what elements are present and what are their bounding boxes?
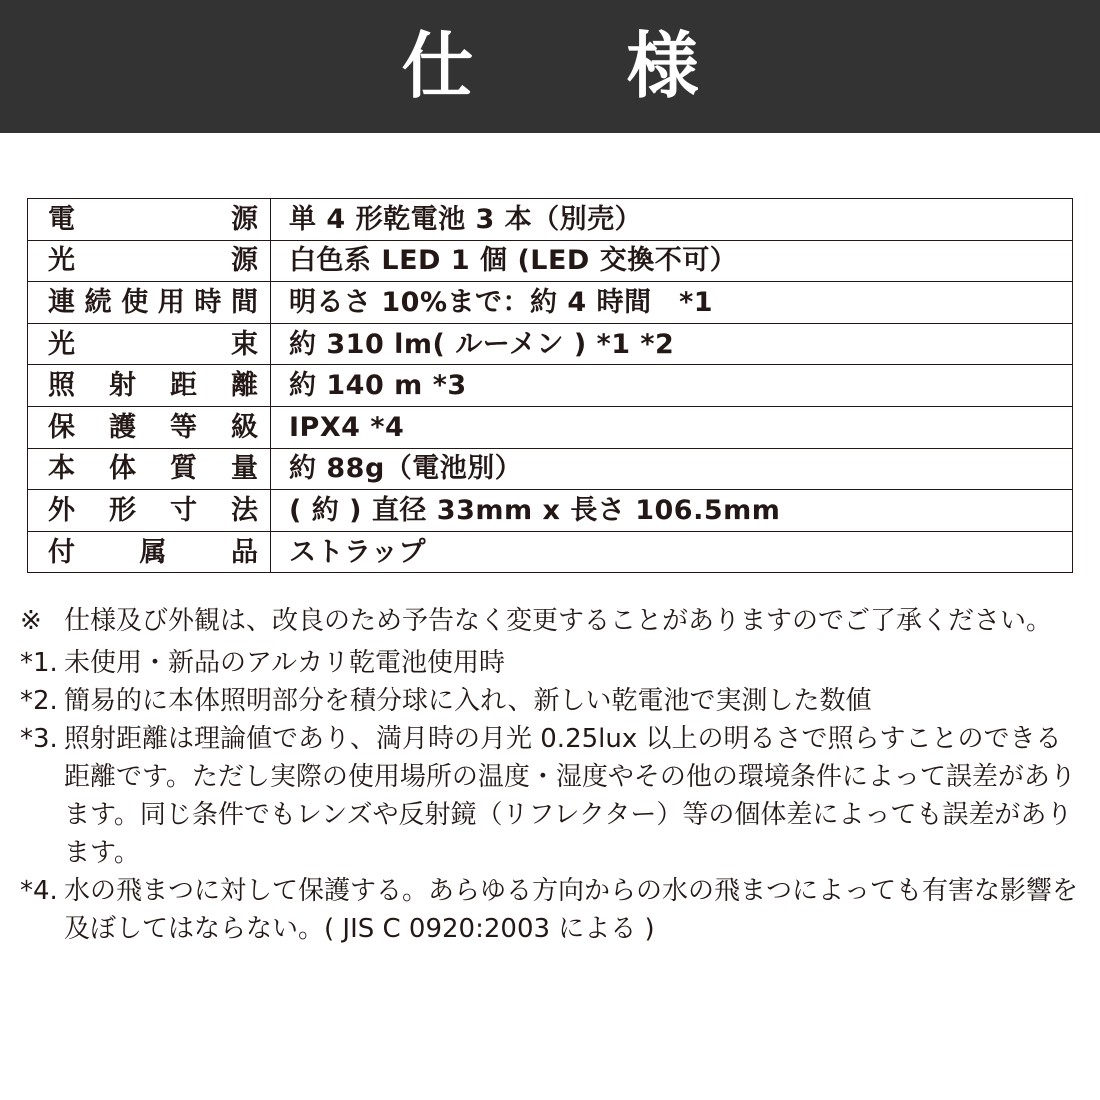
spec-label: 照 射 距 離 [48, 370, 258, 402]
spec-value: ストラップ [271, 531, 1073, 573]
footnote-text: 簡易的に本体照明部分を積分球に入れ、新しい乾電池で実測した数値 [64, 686, 872, 716]
footnote [20, 602, 1080, 640]
spec-value: 白色系 LED 1 個 (LED 交換不可） [271, 240, 1073, 282]
spec-label: 光 源 [48, 245, 258, 277]
spec-label: 光 束 [48, 328, 258, 360]
spec-row [28, 406, 1073, 448]
spec-label-cell [28, 365, 271, 407]
footnote [20, 720, 1080, 872]
spec-value: 単 4 形乾電池 3 本（別売） [271, 199, 1073, 241]
spec-label: 付 属 品 [48, 536, 258, 568]
spec-label-cell [28, 448, 271, 490]
spec-value: IPX4 *4 [271, 406, 1073, 448]
spec-label-cell [28, 323, 271, 365]
spec-label-cell [28, 406, 271, 448]
spec-row [28, 240, 1073, 282]
spec-value: ( 約 ) 直径 33mm x 長さ 106.5mm [271, 490, 1073, 532]
footnote-mark: *4. [20, 876, 58, 906]
spec-row [28, 531, 1073, 573]
spec-label-cell [28, 490, 271, 532]
spec-row [28, 282, 1073, 324]
footnote-mark: *2. [20, 686, 58, 716]
spec-row [28, 490, 1073, 532]
spec-row [28, 199, 1073, 241]
footnote [20, 682, 1080, 720]
spec-label-cell [28, 240, 271, 282]
spec-row [28, 323, 1073, 365]
spec-row [28, 448, 1073, 490]
spec-row [28, 365, 1073, 407]
spec-value: 約 310 lm( ルーメン ) *1 *2 [271, 323, 1073, 365]
footnote-mark: ※ [20, 606, 42, 636]
spec-label: 電 源 [48, 203, 258, 235]
spec-label-cell [28, 531, 271, 573]
footnote-mark: *3. [20, 724, 58, 754]
notes [20, 602, 1080, 948]
footnote [20, 872, 1080, 948]
header-bar [0, 0, 1100, 133]
spec-label: 保 護 等 級 [48, 411, 258, 443]
page-title: 仕 様 [401, 24, 763, 108]
spec-table [27, 198, 1073, 573]
footnote-text: 仕様及び外観は、改良のため予告なく変更することがありますのでご了承ください。 [64, 606, 1053, 636]
footnote-text: 水の飛まつに対して保護する。あらゆる方向からの水の飛まつによっても有害な影響を及ぼしてはならない。( JIS C 0920:2003 による ) [64, 876, 1079, 944]
spec-label: 連 続 使 用 時 間 [48, 286, 258, 318]
footnote-text: 照射距離は理論値であり、満月時の月光 0.25lux 以上の明るさで照らすことのできる距離です。ただし実際の使用場所の温度・湿度やその他の環境条件によって誤差があります。同じ条件でもレンズや反射鏡（リフレクター）等の個体差によっても誤差があります。 [64, 724, 1076, 868]
spec-label-cell [28, 199, 271, 241]
spec-value: 約 88g（電池別） [271, 448, 1073, 490]
spec-label: 外 形 寸 法 [48, 494, 258, 526]
spec-label-cell [28, 282, 271, 324]
spec-value: 明るさ 10%まで：約 4 時間 *1 [271, 282, 1073, 324]
footnote-mark: *1. [20, 648, 58, 678]
footnote [20, 644, 1080, 682]
footnote-text: 未使用・新品のアルカリ乾電池使用時 [64, 648, 505, 678]
spec-label: 本 体 質 量 [48, 453, 258, 485]
spec-value: 約 140 m *3 [271, 365, 1073, 407]
